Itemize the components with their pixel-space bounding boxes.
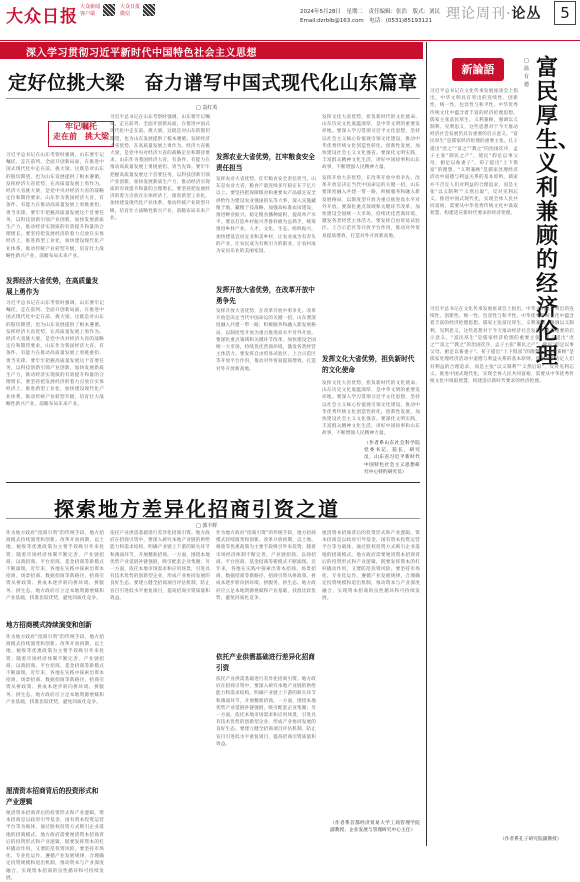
article1-text-col1b: 习近平总书记在山东考察时强调，山东要牢记嘱托、走在前列、全面开创新局面，在推进中国式现代化中走在前、挑大梁。这既是对山东的殷切期望，也为山东发展提供了根本遵循。发挥经济大省优势，在高质量发展上勇作为。经济大省挑大梁，是党中央对经济大省的战略定位和期待要求。山东作为我国经济大省，有条件、有能力在推动高质量发展上勇挑重担、勇当先锋。要牢牢把握高质量发展这个首要任务，以科技创新引领产业创新，加快发展新质生产力，推动经济实现质的有效提升和量的合理增长。要坚持把发展经济的着力点放在实体经济上，推进新型工业化，加快建设现代化产业体系，推动传统产业转型升级，培育壮大战略性新兴产业，前瞻布局未来产业。	[6, 301, 104, 407]
article1-text-col2: 习近平总书记在山东考察时强调，山东要牢记嘱托、走在前列、全面开创新局面，在推进中国式现代化中走在前、挑大梁。这既是对山东的殷切期望，也为山东发展提供了根本遵循。发挥经济大省优势，在高质量发展上勇作为。经济大省挑大梁，是党中央对经济大省的战略定位和期待要求。山东作为我国经济大省，有条件、有能力在推动高质量发展上勇挑重担、勇当先锋。要牢牢把握高质量发展这个首要任务，以科技创新引领产业创新，加快发展新质生产力，推动经济实现质的有效提升和量的合理增长。要坚持把发展经济的着力点放在实体经济上，推进新型工业化，加快建设现代化产业体系，推动传统产业转型升级，培育壮大战略性新兴产业，前瞻布局未来产业。	[110, 115, 210, 221]
article1-subhead-4: 发挥文化大省优势，担负新时代的文化使命	[322, 355, 415, 374]
page-number: 5	[554, 1, 576, 25]
article2-text-col4: 厘清资本招商背后的投资形式和产业逻辑。资本招商是以政府引导基金、国有资本投资运营平台等为载体，通过股权投资方式吸引企业落地的招商模式。地方政府需要厘清资本招商背后的投资形式和产业逻辑，既要发挥资本的杠杆撬动作用，又要防范投资风险。要坚持市场化、专业化运作，遵循产业发展规律，合理确定投资规模和退出机制，推动资本与产业深度融合，实现资本招商的良性循环和可持续发展。	[322, 531, 420, 601]
article2-text-col1c: 厘清资本招商背后的投资形式和产业逻辑。资本招商是以政府引导基金、国有资本投资运营平台等为载体，通过股权投资方式吸引企业落地的招商模式。地方政府需要厘清资本招商背后的投资形式和产业逻辑，既要发挥资本的杠杆撬动作用，又要防范投资风险。要坚持市场化、专业化运作，遵循产业发展规律，合理确定投资规模和退出机制，推动资本与产业深度融合，实现资本招商的良性循环和可持续发展。	[6, 811, 104, 881]
article2-subhead-1: 地方招商模式持续演变和创新	[6, 621, 92, 629]
article2-text-col3: 作为地方政府“招商引资”的传统手段，地方招商模式持续演变和创新。改革开放初期，以土地、税收等优惠政策为主要手段吸引外来投资；随着市场经济体制不断完善，产业链招商、以商招商、平台招商、基金招商等新模式不断涌现。近年来，各地在实践中探索出资本招商、场景招商、数据招商等新路径，招商引资从拼政策、拼成本逐步转向拼环境、拼服务、拼生态。地方政府应立足本地资源禀赋和产业基础，找准比较优势，避免同质化竞争。	[216, 531, 316, 601]
app-qr-label: 大众新闻 客户端	[80, 4, 101, 17]
contact-line: Email:dzrblb@163.com 电话：(0531)85193121	[300, 18, 433, 24]
article2-text-col2: 依托产业供需基础进行差异化招商引资。地方政府在招商引资中，要深入研究本地产业链的供给能力和需求结构，明确产业链上下游的缺失环节和薄弱环节，开展精准招商。一方面，围绕本地优势产业延链补链强链，吸引配套企业集聚；另一方面，依托本地市场需求和应用场景，引进具有技术优势的创新型企业，形成产业协同发展的良好生态。要建立健全招商项目评估机制，防止盲目引进低水平重复项目，提高招商引资质量和效益。	[110, 531, 210, 601]
article2-text-col1b: 作为地方政府“招商引资”的传统手段，地方招商模式持续演变和创新。改革开放初期，以土地、税收等优惠政策为主要手段吸引外来投资；随着市场经济体制不断完善，产业链招商、以商招商、平台招商、基金招商等新模式不断涌现。近年来，各地在实践中探索出资本招商、场景招商、数据招商等新路径，招商引资从拼政策、拼成本逐步转向拼环境、拼服务、拼生态。地方政府应立足本地资源禀赋和产业基础，找准比较优势，避免同质化竞争。	[6, 635, 104, 705]
article1-stamp: 牢记嘱托 走在前 挑大梁	[48, 121, 114, 147]
opinion-title: 富民厚生、义利兼顾的经济伦理	[536, 55, 580, 369]
article2-footnote: （作者系首都经济贸易大学工商管理学院副教授、企业发展与管理研究中心主任）	[330, 821, 420, 834]
section-title: 理论周刊·论丛	[446, 6, 542, 22]
column-divider	[426, 42, 427, 846]
article1-text-col1: 习近平总书记在山东考察时强调，山东要牢记嘱托、走在前列、全面开创新局面，在推进中国式现代化中走在前、挑大梁。这既是对山东的殷切期望，也为山东发展提供了根本遵循。发挥经济大省优势，在高质量发展上勇作为。经济大省挑大梁，是党中央对经济大省的战略定位和期待要求。山东作为我国经济大省，有条件、有能力在推动高质量发展上勇挑重担、勇当先锋。要牢牢把握高质量发展这个首要任务，以科技创新引领产业创新，加快发展新质生产力，推动经济实现质的有效提升和量的合理增长。要坚持把发展经济的着力点放在实体经济上，推进新型工业化，加快建设现代化产业体系，推动传统产业转型升级，培育壮大战略性新兴产业，前瞻布局未来产业。	[6, 153, 104, 259]
newspaper-logo: 大众日报	[6, 7, 78, 27]
qr-code-icon	[103, 4, 115, 16]
divider	[6, 98, 420, 99]
article2-headline: 探索地方差异化招商引资之道	[54, 497, 340, 521]
wechat-qr-label: 大众日报 微信	[120, 4, 141, 17]
article1-subhead-1: 发挥经济大省优势，在高质量发展上勇作为	[6, 277, 99, 296]
topic-banner-text: 深入学习贯彻习近平新时代中国特色社会主义思想	[26, 48, 257, 59]
article2-text-col3b: 依托产业供需基础进行差异化招商引资。地方政府在招商引资中，要深入研究本地产业链的供给能力和需求结构，明确产业链上下游的缺失环节和薄弱环节，开展精准招商。一方面，围绕本地优势产业延链补链强链，吸引配套企业集聚；另一方面，依托本地市场需求和应用场景，引进具有技术优势的创新型企业，形成产业协同发展的良好生态。要建立健全招商项目评估机制，防止盲目引进低水平重复项目，提高招商引资质量和效益。	[216, 677, 316, 747]
qr-code-icon	[143, 4, 155, 16]
divider	[6, 518, 420, 519]
divider	[6, 482, 420, 483]
article1-text-col4: 发挥文化大省优势，担负新时代的文化使命。山东历史文化底蕴深厚，是中华文明的重要发祥地。要深入学习贯彻习近平文化思想，坚持以社会主义核心价值观引领文化建设，推动中华优秀传统文化创造性转化、创新性发展，加快建设社会主义文化强省。要深化文明实践，丰富群众精神文化生活，讲好中国故事和山东故事，不断增强人民精神力量。	[322, 115, 420, 171]
article1-text-col4b: 发挥文化大省优势，担负新时代的文化使命。山东历史文化底蕴深厚，是中华文明的重要发祥地。要深入学习贯彻习近平文化思想，坚持以社会主义核心价值观引领文化建设，推动中华优秀传统文化创造性转化、创新性发展，加快建设社会主义文化强省。要深化文明实践，丰富群众精神文化生活，讲好中国故事和山东故事，不断增强人民精神力量。	[322, 381, 420, 437]
section-title-light: 理论周刊	[446, 6, 506, 22]
article1-text-col3: 发挥农业大省优势，扛牢粮食安全责任担当。山东是农业大省，粮食产量连续多年稳定在千亿斤以上。要坚持把保障粮食和重要农产品稳定安全供给作为建设农业强国的头等大事，深入实施藏粮于地、藏粮于技战略，加强高标准农田建设，推进种业振兴，稳定粮食播种面积，提高单产水平。要以打造乡村振兴齐鲁样板为总抓手，统筹推进乡村产业、人才、文化、生态、组织振兴，加快建设宜居宜业和美乡村，让农业成为有奔头的产业，让农民成为有吸引力的职业，让农村成为安居乐业的美丽家园。	[216, 177, 316, 255]
article1-subhead-3: 发挥开放大省优势，在改革开放中勇争先	[216, 286, 315, 305]
article2-subhead-3: 厘清资本招商背后的投资形式和产业逻辑	[6, 787, 99, 806]
section-title-bold: 论丛	[511, 6, 542, 22]
article1-footnote: （作者系山东社会科学院党委书记、院长，研究员，山东省习近平新时代中国特色社会主义思想研究中心特约研究员）	[364, 441, 420, 475]
issue-date-line: 2024年5月28日 星期二 责任编辑：张浩 版式：刘民	[300, 9, 440, 15]
article1-byline: □ 袁红英	[196, 105, 218, 111]
article2-byline: □ 郭丰晖	[196, 523, 218, 529]
opinion-byline: □ 温有德	[524, 58, 530, 88]
opinion-text-b: 习近平总书记在文化传承发展座谈会上指出，中华文明具有突出的连续性、创新性、统一性、包容性与和平性。中华优秀传统文化中蕴含着丰富的经济伦理思想。儒家主张富民厚生、义利兼顾，强调以义制利、见利思义，这些思想对于今天推动经济社会发展仍具有重要的启示意义。“富民厚生”是儒家经济伦理的重要主张。孔子提出“庶之”“富之”“教之”的治国次序，孟子主张“制民之产”，使民“仰足以事父母，俯足以畜妻子”。荀子提出“上下俱富”的理想。“义利兼顾”是儒家处理经济活动中道德与利益关系的基本原则。儒家并不否定人们对利益的合理追求，而是主张“以义制利”“义然后取”，反对见利忘义。推进中国式现代化，实现全体人民共同富裕，需要从中华优秀传统文化中汲取智慧，构建适应新时代要求的经济伦理。	[430, 307, 574, 385]
opinion-tag: 新論語	[452, 58, 504, 81]
article2-text-col1: 作为地方政府“招商引资”的传统手段，地方招商模式持续演变和创新。改革开放初期，以土地、税收等优惠政策为主要手段吸引外来投资；随着市场经济体制不断完善，产业链招商、以商招商、平台招商、基金招商等新模式不断涌现。近年来，各地在实践中探索出资本招商、场景招商、数据招商等新路径，招商引资从拼政策、拼成本逐步转向拼环境、拼服务、拼生态。地方政府应立足本地资源禀赋和产业基础，找准比较优势，避免同质化竞争。	[6, 531, 104, 601]
article1-subhead-2: 发挥农业大省优势，扛牢粮食安全责任担当	[216, 153, 315, 172]
opinion-text-a: 习近平总书记在文化传承发展座谈会上指出，中华文明具有突出的连续性、创新性、统一性、包容性与和平性。中华优秀传统文化中蕴含着丰富的经济伦理思想。儒家主张富民厚生、义利兼顾，强调以义制利、见利思义，这些思想对于今天推动经济社会发展仍具有重要的启示意义。“富民厚生”是儒家经济伦理的重要主张。孔子提出“庶之”“富之”“教之”的治国次序，孟子主张“制民之产”，使民“仰足以事父母，俯足以畜妻子”。荀子提出“上下俱富”的理想。“义利兼顾”是儒家处理经济活动中道德与利益关系的基本原则。儒家并不否定人们对利益的合理追求，而是主张“以义制利”“义然后取”，反对见利忘义。推进中国式现代化，实现全体人民共同富裕，需要从中华优秀传统文化中汲取智慧，构建适应新时代要求的经济伦理。	[430, 89, 518, 217]
article2-subhead-2: 依托产业供需基础进行差异化招商引资	[216, 653, 315, 672]
article1-text-col4-cont: 发挥开放大省优势，在改革开放中勇争先。改革开放是决定当代中国命运的关键一招。山东要深度融入共建一带一路，积极服务和融入新发展格局，以制度型开放为重点推进高水平对外开放。要深化重点领域和关键环节改革，加快建设全国统一大市场，持续优化营商环境，激发各类经营主体活力。要发挥自由贸易试验区、上合示范区等开放平台作用，推动对外贸易提质增效，打造对外开放新高地。	[322, 176, 420, 239]
article1-text-col3b: 发挥开放大省优势，在改革开放中勇争先。改革开放是决定当代中国命运的关键一招。山东要深度融入共建一带一路，积极服务和融入新发展格局，以制度型开放为重点推进高水平对外开放。要深化重点领域和关键环节改革，加快建设全国统一大市场，持续优化营商环境，激发各类经营主体活力。要发挥自由贸易试验区、上合示范区等开放平台作用，推动对外贸易提质增效，打造对外开放新高地。	[216, 309, 316, 372]
opinion-footnote: （作者系孔子研究院副教授）	[500, 837, 562, 842]
article1-headline: 定好位挑大梁 奋力谱写中国式现代化山东篇章	[8, 72, 418, 94]
